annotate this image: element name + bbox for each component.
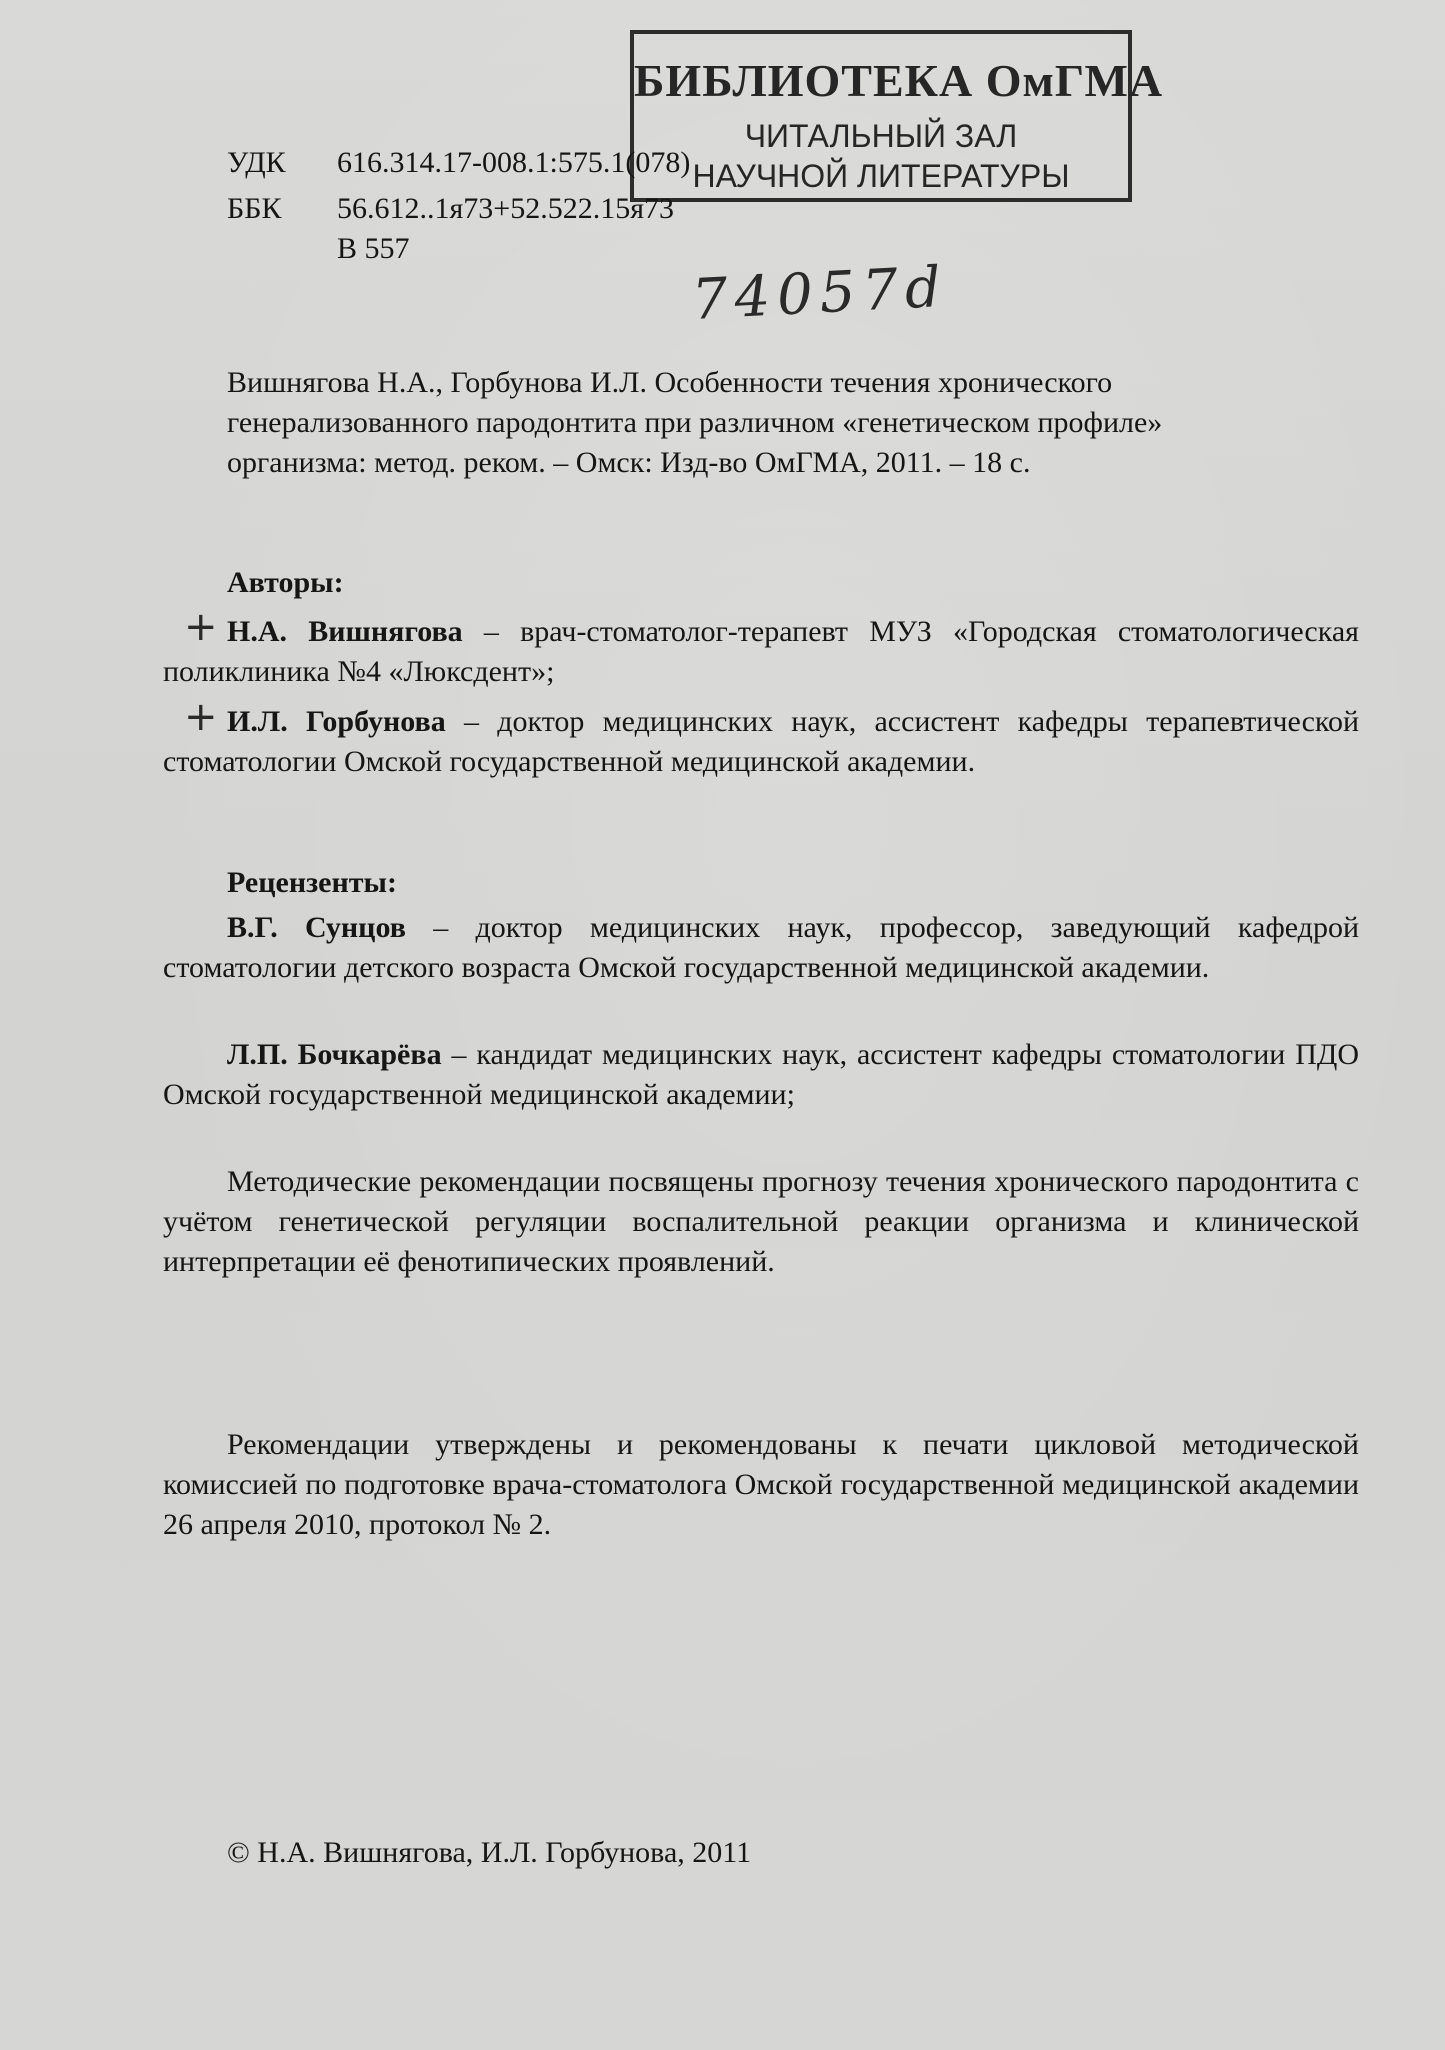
handwritten-plus-mark: + xyxy=(184,604,218,650)
citation-line-3: организма: метод. реком. – Омск: Изд-во ОмГМА, 2011. – 18 с. xyxy=(227,446,1031,479)
author-name: Н.А. Вишнягова xyxy=(227,615,463,648)
reviewer-name: В.Г. Сунцов xyxy=(227,911,406,944)
stamp-reading-room: ЧИТАЛЬНЫЙ ЗАЛ xyxy=(744,118,1018,154)
reviewer-description: – кандидат медицинских наук, ассистент кафедры стоматологии ПДО Омской государственной медицинской академии; xyxy=(163,1038,1359,1111)
bibliographic-citation xyxy=(227,363,1359,483)
author-entry xyxy=(163,612,1359,692)
udk-row xyxy=(227,146,690,180)
citation-line-1: Вишнягова Н.А., Горбунова И.Л. Особенности течения хронического xyxy=(227,366,1113,399)
author-description: – доктор медицинских наук, ассистент кафедры терапевтической стоматологии Омской государственной медицинской академии. xyxy=(163,705,1360,778)
author-code-row xyxy=(227,232,410,266)
citation-line-2: генерализованного пародонтита при различном «генетическом профиле» xyxy=(227,406,1163,439)
bbk-label: ББК xyxy=(227,192,282,225)
stamp-library-name: БИБЛИОТЕКА ОмГМА xyxy=(634,55,1164,106)
approval-paragraph: Рекомендации утверждены и рекомендованы к печати цикловой методической комиссией по подготовке врача-стоматолога Омской государственной медицинской академии 26 апреля 2010, протокол № 2. xyxy=(163,1428,1359,1541)
udk-label: УДК xyxy=(227,146,286,179)
author-description: – врач-стоматолог-терапевт МУЗ «Городская стоматологическая поликлиника №4 «Люксдент»; xyxy=(163,615,1359,688)
summary-paragraph: Методические рекомендации посвящены прогнозу течения хронического пародонтита с учётом генетической регуляции воспалительной реакции организма и клинической интерпретации её фенотипических проявлений. xyxy=(163,1165,1359,1278)
library-stamp xyxy=(630,30,1164,202)
reviewer-name: Л.П. Бочкарёва xyxy=(227,1038,442,1071)
author-code: В 557 xyxy=(337,232,410,265)
handwritten-plus-mark: + xyxy=(184,694,218,740)
author-name: И.Л. Горбунова xyxy=(227,705,446,738)
reviewer-description: – доктор медицинских наук, профессор, заведующий кафедрой стоматологии детского возраста Омской государственной медицинской академии. xyxy=(163,911,1359,984)
stamp-literature: НАУЧНОЙ ЛИТЕРАТУРЫ xyxy=(692,158,1070,194)
reviewers-heading: Рецензенты: xyxy=(227,866,397,899)
authors-heading: Авторы: xyxy=(227,566,344,599)
handwritten-inventory-number: 74057d xyxy=(690,254,950,333)
copyright-notice: © Н.А. Вишнягова, И.Л. Горбунова, 2011 xyxy=(227,1836,752,1869)
bbk-value: 56.612..1я73+52.522.15я73 xyxy=(337,192,675,225)
reviewer-entry xyxy=(163,1035,1359,1115)
bbk-row xyxy=(227,192,674,226)
reviewer-entry xyxy=(163,908,1359,988)
author-entry xyxy=(163,702,1359,782)
udk-value: 616.314.17-008.1:575.1(078) xyxy=(337,146,691,179)
